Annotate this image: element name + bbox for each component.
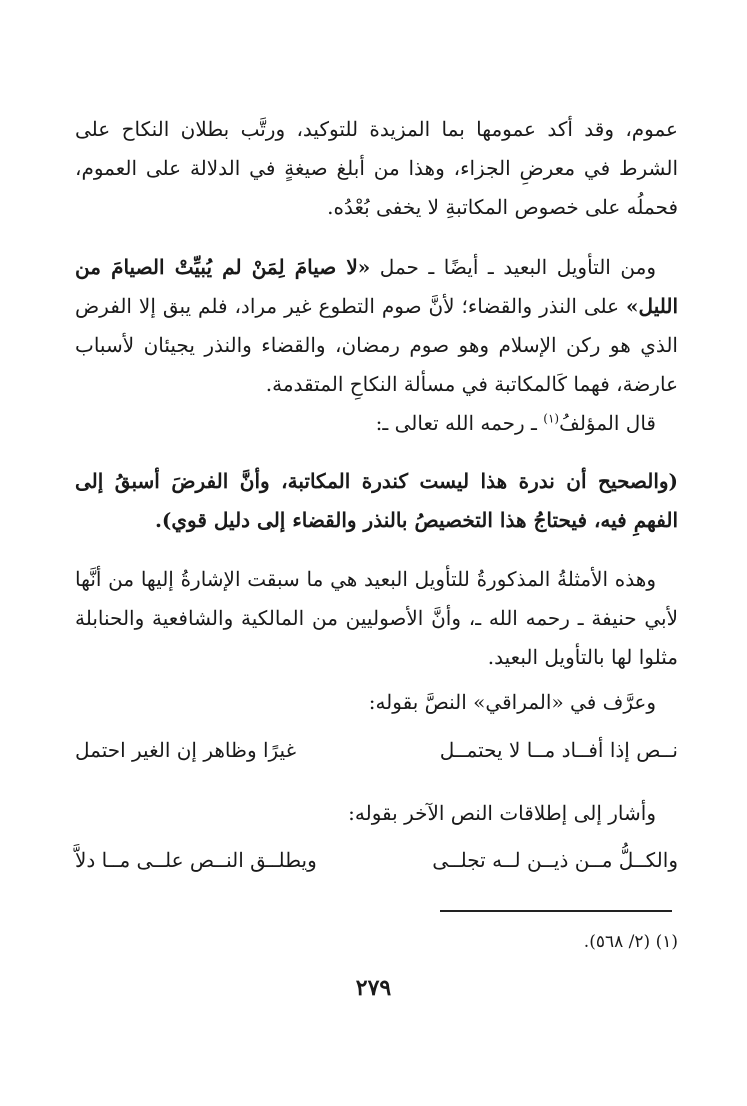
- paragraph-2-intro: ومن التأويل البعيد ـ أيضًا ـ حمل: [370, 255, 656, 279]
- verse-2-first-hemistich: والكــلُّ مــن ذيــن لــه تجلــى: [432, 848, 678, 872]
- paragraph-2-body: على النذر والقضاء؛ لأنَّ صوم التطوع غير مراد، فلم يبق إلا الفرض الذي هو ركن الإسلام وهو صوم رمضان، والقضاء والنذر يجيئان لأسباب عارضة، فهما كَالمكاتبة في مسألة النكاحِ المتقدمة.: [75, 294, 678, 396]
- verse-1-second-hemistich: غيرًا وظاهر إن الغير احتمل: [75, 738, 297, 762]
- footnote-divider: [440, 910, 672, 912]
- paragraph-6: [75, 683, 678, 722]
- paragraph-5: [75, 560, 678, 677]
- verse-2-second-hemistich: ويطلــق النــص علــى مــا دلاَّ: [75, 848, 317, 872]
- paragraph-3: [75, 404, 678, 443]
- paragraph-7-text: وأشار إلى إطلاقات النص الآخر بقوله:: [348, 801, 656, 825]
- author-says: [75, 404, 678, 443]
- footnote-marker: (١): [655, 932, 678, 952]
- paragraph-2-text: [75, 248, 678, 404]
- verse-2: [75, 848, 678, 888]
- footnote: [75, 928, 678, 956]
- matn-quote: (والصحيح أن ندرة هذا ليست كندرة المكاتبة، وأنَّ الفرضَ أسبقُ إلى الفهمِ فيه، فيحتاجُ هذا التخصيصُ بالنذر والقضاء إلى دليل قوي).: [75, 469, 678, 532]
- paragraph-2: [75, 248, 678, 404]
- paragraph-6-text: وعرَّف في «المراقي» النصَّ بقوله:: [368, 690, 656, 714]
- paragraph-7: [75, 794, 678, 833]
- hadith-quote: «لا صيامَ لِمَنْ لم يُبيِّتْ الصيامَ من الليل»: [75, 255, 678, 318]
- paragraph-4: [75, 462, 678, 540]
- author-blessing: ـ رحمه الله تعالى ـ:: [375, 411, 544, 435]
- footnote-text: (٢/ ٥٦٨).: [583, 932, 651, 952]
- footnote-reference[interactable]: (١): [543, 411, 560, 426]
- verse-1: [75, 738, 678, 778]
- author-label: قال المؤلفُ: [559, 411, 656, 435]
- paragraph-1-text: عموم، وقد أكد عمومها بما المزيدة للتوكيد، ورتَّب بطلان النكاح على الشرط في معرضِ الجزاء، وهذا من أبلغ صيغةٍ في الدلالة على العموم، فحملُه على خصوص المكاتبةِ لا يخفى بُعْدُه.: [75, 117, 678, 219]
- page-number: ٢٧٩: [355, 975, 392, 1001]
- paragraph-1: [75, 110, 678, 227]
- verse-1-first-hemistich: نــص إذا أفــاد مــا لا يحتمــل: [439, 738, 678, 762]
- paragraph-5-text: وهذه الأمثلةُ المذكورةُ للتأويل البعيد هي ما سبقت الإشارةُ إليها من أنَّها لأبي حنيفة ـ رحمه الله ـ، وأنَّ الأصوليين من المالكية والشافعية والحنابلة مثلوا لها بالتأويل البعيد.: [75, 567, 678, 669]
